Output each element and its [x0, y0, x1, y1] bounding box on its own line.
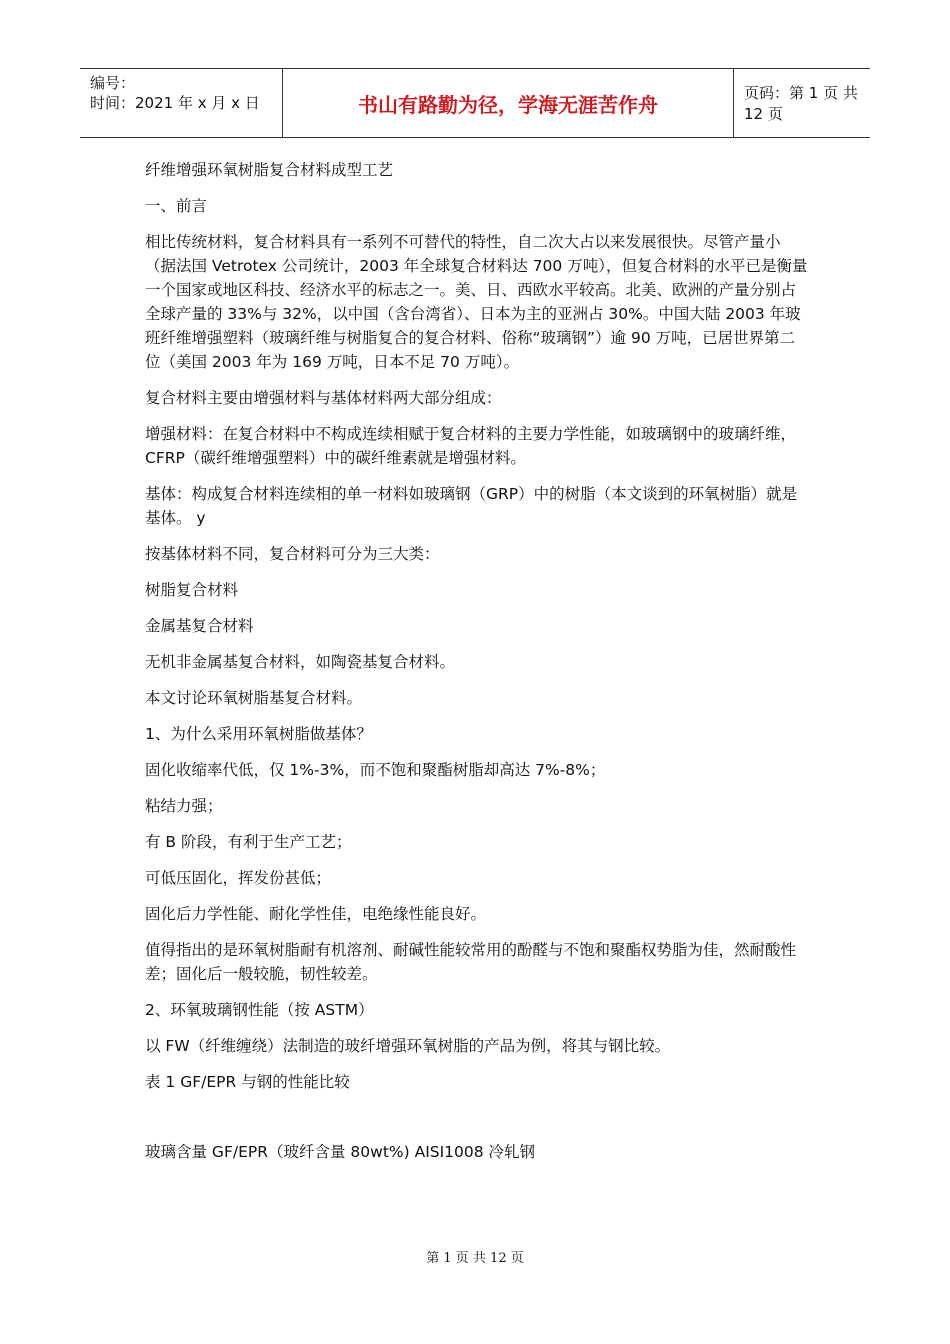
list-item: 树脂复合材料 [145, 581, 239, 599]
page-footer: 第 1 页 共 12 页 [426, 1251, 524, 1266]
list-item: 粘结力强； [145, 797, 223, 815]
spacer [145, 1106, 810, 1140]
document-body [145, 158, 810, 1176]
list-item: 可低压固化，挥发份甚低； [145, 869, 332, 887]
paragraph: 相比传统材料，复合材料具有一系列不可替代的特性，自二次大占以来发展很快。尽管产量小（据法国 Vetrotex 公司统计，2003 年全球复合材料达 700 万吨），但复合材料的水平已是衡量一个国家或地区科技、经济水平的标志之一。美、日、西欧水平较高。北美、欧洲的产量分别占全球产量的 33%与 32%，以中国（含台湾省）、日本为主的亚洲占 30%。中国大陆 2003 年玻班纤维增强塑料（玻璃纤维与树脂复合的复合材料、俗称“玻璃钢”）逾 90 万吨，已居世界第二位（美国 2003 年为 169 万吨，日本不足 70 万吨）。 [145, 233, 808, 371]
header-page-label: 页码：第 1 页 共 12 页 [744, 84, 858, 123]
paragraph: 本文讨论环氧树脂基复合材料。 [145, 689, 363, 707]
document-title: 纤维增强环氧树脂复合材料成型工艺 [145, 161, 394, 179]
section-heading: 1、为什么采用环氧树脂做基体？ [145, 725, 372, 743]
list-item: 无机非金属基复合材料，如陶瓷基复合材料。 [145, 653, 456, 671]
date-label: 时间：2021 年 x 月 x 日 [90, 94, 260, 112]
list-item: 固化后力学性能、耐化学性佳，电绝缘性能良好。 [145, 905, 487, 923]
table-caption: 表 1 GF/EPR 与钢的性能比较 [145, 1073, 350, 1091]
paragraph: 基体：构成复合材料连续相的单一材料如玻璃钢（GRP）中的树脂（本文谈到的环氧树脂）就是基体。 y [145, 485, 798, 527]
header-meta [80, 69, 282, 137]
section-heading: 一、前言 [145, 197, 208, 215]
paragraph: 以 FW（纤维缠绕）法制造的玻纤增强环氧树脂的产品为例，将其与钢比较。 [145, 1037, 671, 1055]
paragraph: 值得指出的是环氧树脂耐有机溶剂、耐碱性能较常用的酚醛与不饱和聚酯权势脂为佳，然耐酸性差；固化后一般较脆，韧性较差。 [145, 941, 797, 983]
list-item: 固化收缩率代低，仅 1%-3%，而不饱和聚酯树脂却高达 7%-8%； [145, 761, 606, 779]
table-header-row: 玻璃含量 GF/EPR（玻纤含量 80wt%) AISI1008 冷轧钢 [145, 1143, 536, 1161]
paragraph: 增强材料：在复合材料中不构成连续相赋于复合材料的主要力学性能，如玻璃钢中的玻璃纤维，CFRP（碳纤维增强塑料）中的碳纤维素就是增强材料。 [145, 425, 797, 467]
page-header [80, 68, 870, 138]
number-label: 编号： [90, 74, 136, 92]
header-motto: 书山有路勤为径，学海无涯苦作舟 [282, 69, 734, 137]
list-item: 有 B 阶段，有利于生产工艺； [145, 833, 352, 851]
paragraph: 复合材料主要由增强材料与基体材料两大部分组成： [145, 389, 502, 407]
list-item: 金属基复合材料 [145, 617, 254, 635]
section-heading: 2、环氧玻璃钢性能（按 ASTM） [145, 1001, 374, 1019]
paragraph: 按基体材料不同，复合材料可分为三大类： [145, 545, 440, 563]
